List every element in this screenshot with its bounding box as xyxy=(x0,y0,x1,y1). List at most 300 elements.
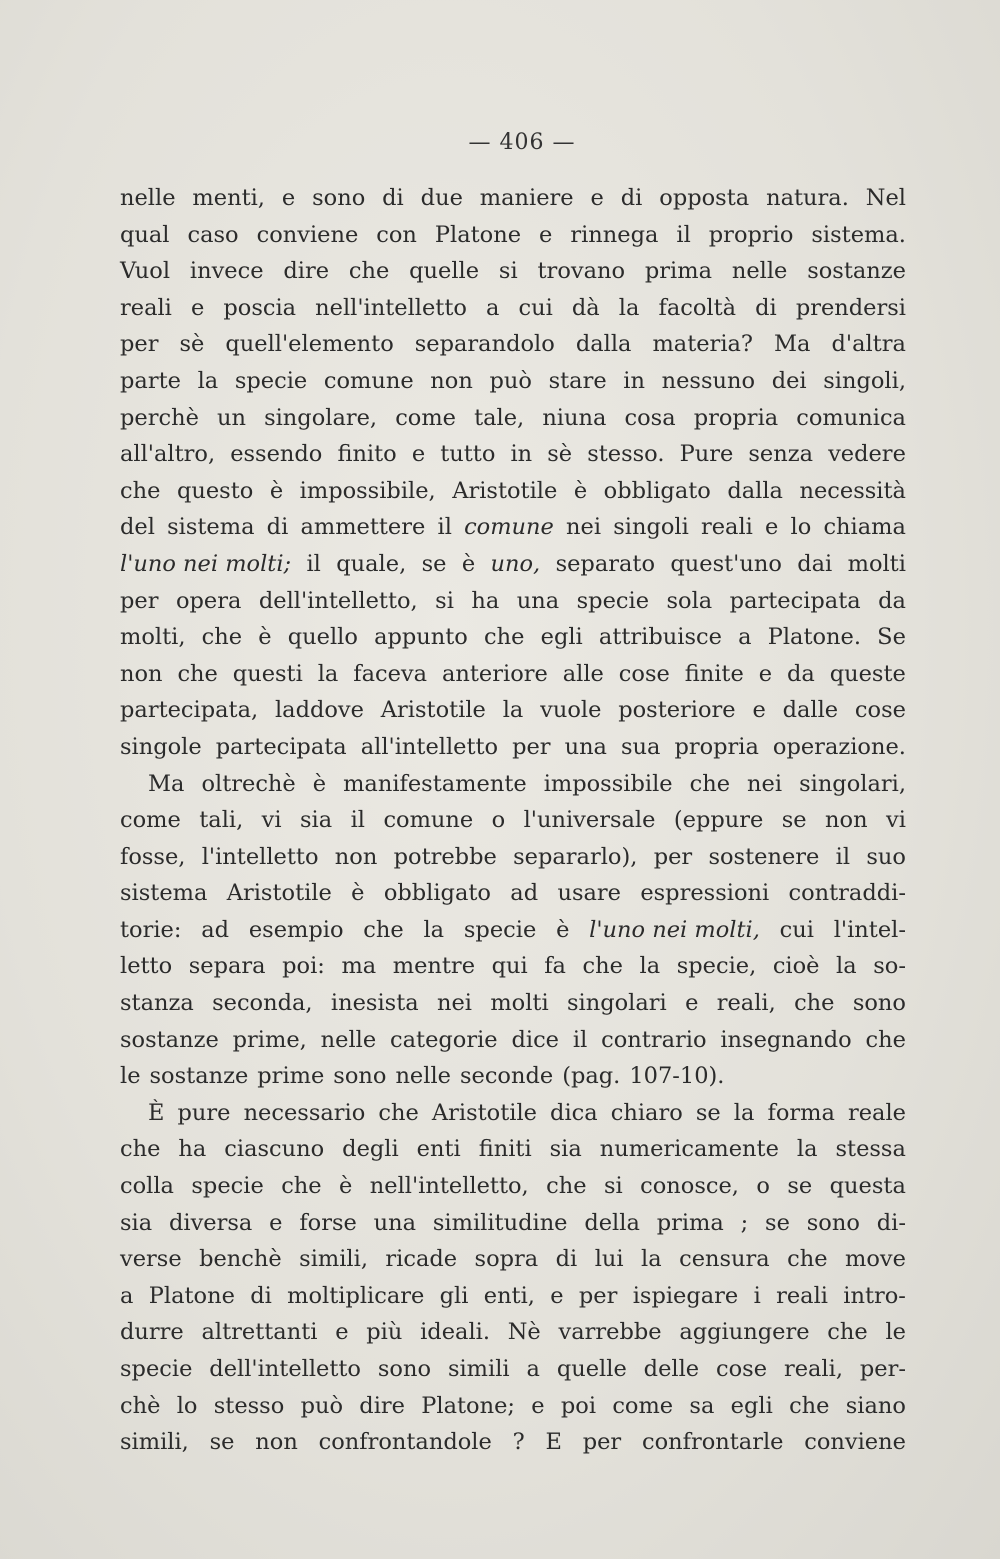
word: i xyxy=(753,1282,761,1309)
text-line xyxy=(120,985,906,1022)
word: prime xyxy=(257,1063,325,1090)
word: prima xyxy=(656,1209,724,1236)
word: ha xyxy=(471,587,500,614)
word: stesso xyxy=(213,1392,285,1419)
word: di xyxy=(382,185,404,211)
word: usare xyxy=(557,880,621,907)
word: nei xyxy=(566,514,602,541)
word: ha xyxy=(178,1136,207,1163)
word: rinnega xyxy=(570,221,659,248)
word: il xyxy=(572,1026,588,1053)
word: per xyxy=(120,587,159,614)
italic-word: l'uno nei molti; xyxy=(120,550,292,577)
word: all'intelletto xyxy=(360,733,499,760)
word: ricade xyxy=(385,1246,458,1273)
word: tutto xyxy=(440,441,496,468)
word: lui xyxy=(594,1246,624,1273)
word: impossibile xyxy=(543,770,673,797)
word: il xyxy=(350,807,366,834)
word: dalle xyxy=(782,697,839,724)
word: di xyxy=(755,294,777,321)
word: torie: xyxy=(120,916,182,943)
word: se xyxy=(209,1429,235,1456)
word: ispiegare xyxy=(632,1282,739,1309)
word: è xyxy=(258,624,272,651)
word: nell'intelletto xyxy=(315,294,467,321)
word: dire xyxy=(359,1392,405,1419)
word: stanza xyxy=(120,990,194,1017)
word: egli xyxy=(730,1392,773,1419)
word: impossibile, xyxy=(299,477,436,504)
word: reale xyxy=(847,1099,906,1126)
word: move xyxy=(845,1246,906,1273)
word: la xyxy=(317,660,339,687)
word: che xyxy=(582,953,623,980)
word: pure xyxy=(177,1099,231,1126)
word: che xyxy=(201,624,243,651)
text-line xyxy=(120,766,906,803)
word: la xyxy=(836,953,857,980)
word: fosse, xyxy=(120,843,186,870)
word: può xyxy=(489,367,532,394)
word: conviene xyxy=(804,1429,906,1456)
word: chè xyxy=(120,1392,161,1419)
word: dica xyxy=(550,1099,598,1126)
word: che xyxy=(546,1173,587,1200)
word: alle xyxy=(562,660,604,687)
word: specie, xyxy=(676,953,757,980)
word: che xyxy=(689,770,731,797)
word: in xyxy=(510,441,533,468)
word: in xyxy=(623,367,645,394)
word: singolari, xyxy=(799,770,906,797)
word: dei xyxy=(771,367,807,394)
word: Aristotile xyxy=(380,697,486,724)
word: maniere xyxy=(479,185,574,211)
word: questi xyxy=(232,660,303,687)
word: reali, xyxy=(716,990,776,1017)
word: non xyxy=(430,367,473,394)
word: sia xyxy=(120,1209,153,1236)
word: chiama xyxy=(823,514,906,541)
text-line xyxy=(120,546,906,583)
word: specie xyxy=(191,1173,264,1200)
text-line xyxy=(120,1095,906,1132)
word: la xyxy=(502,697,524,724)
word: dalla xyxy=(575,331,632,358)
word: sistema xyxy=(167,514,255,541)
word: se xyxy=(765,1209,790,1236)
word: non xyxy=(825,807,868,834)
word: sistema xyxy=(120,880,208,907)
word: che xyxy=(787,1246,828,1273)
word: per xyxy=(578,1282,618,1309)
word: tali, xyxy=(199,807,244,834)
word: di xyxy=(620,185,643,211)
word: essendo xyxy=(230,441,323,468)
word: questa xyxy=(829,1173,906,1200)
text-line xyxy=(120,1278,906,1315)
text-line xyxy=(120,436,906,473)
word: suo xyxy=(866,843,906,870)
word: la xyxy=(733,1099,755,1126)
word: stare xyxy=(548,367,607,394)
word: forma xyxy=(767,1099,835,1126)
word: come xyxy=(395,404,456,431)
word: sono xyxy=(852,990,906,1017)
word: più xyxy=(366,1319,403,1346)
word: all'altro, xyxy=(120,441,216,468)
word: ; xyxy=(740,1209,749,1236)
word: sa xyxy=(689,1392,715,1419)
word: Ma xyxy=(148,770,185,797)
text-line xyxy=(120,1241,906,1278)
word: ad xyxy=(201,916,230,943)
word: quest'uno xyxy=(670,550,782,577)
word: sostanze xyxy=(120,1026,219,1053)
word: stessa xyxy=(835,1136,906,1163)
word: censura xyxy=(679,1246,770,1273)
word: separato xyxy=(555,550,655,577)
word: nelle xyxy=(395,1063,451,1090)
word: 107-10). xyxy=(629,1063,725,1090)
word: contraddi- xyxy=(788,880,906,907)
word: una xyxy=(516,587,560,614)
word: vuole xyxy=(540,697,602,724)
word: o xyxy=(756,1173,770,1200)
word: tale, xyxy=(474,404,525,431)
word: che xyxy=(378,1099,419,1126)
word: sia xyxy=(549,1136,582,1163)
word: proprio xyxy=(708,221,794,248)
word: altrettanti xyxy=(201,1319,318,1346)
word: Platone xyxy=(148,1282,235,1309)
word: nei xyxy=(747,770,783,797)
word: molti xyxy=(490,990,549,1017)
word: per xyxy=(653,843,693,870)
word: materia? xyxy=(652,331,753,358)
word: e xyxy=(752,697,766,724)
word: cosa xyxy=(624,404,676,431)
word: è xyxy=(461,550,476,577)
word: può xyxy=(300,1392,344,1419)
word: Pure xyxy=(679,441,734,468)
word: finite xyxy=(684,660,744,687)
word: singole xyxy=(120,733,202,760)
word: vi xyxy=(886,807,906,834)
word: ? xyxy=(512,1429,525,1456)
word: e xyxy=(685,990,699,1017)
word: sistema. xyxy=(811,221,906,248)
word: conosce, xyxy=(640,1173,739,1200)
word: colla xyxy=(120,1173,174,1200)
word: sono xyxy=(333,1063,387,1090)
word: una xyxy=(564,733,607,760)
word: e xyxy=(411,441,426,468)
word: nelle xyxy=(731,258,788,285)
word: e xyxy=(269,1209,283,1236)
word: la xyxy=(639,953,661,980)
word: reali, xyxy=(783,1356,843,1382)
word: egli xyxy=(540,624,583,651)
word: anteriore xyxy=(441,660,548,687)
word: l'intelletto xyxy=(201,843,319,870)
word: la xyxy=(618,294,640,321)
word: intro- xyxy=(843,1282,906,1309)
word: queste xyxy=(829,660,906,687)
word: posteriore xyxy=(618,697,736,724)
text-line xyxy=(120,583,906,620)
word: laddove xyxy=(274,697,364,724)
word: un xyxy=(216,404,246,431)
italic-word: comune xyxy=(464,514,554,541)
word: o xyxy=(491,807,506,834)
text-line xyxy=(120,290,906,327)
word: e xyxy=(531,1392,545,1419)
text-line xyxy=(120,1388,906,1425)
word: partecipata xyxy=(215,733,347,760)
word: caso xyxy=(187,221,239,248)
word: Se xyxy=(877,624,906,651)
word: siano xyxy=(845,1392,906,1419)
word: è xyxy=(556,916,570,943)
word: della xyxy=(584,1209,640,1236)
word: sola xyxy=(666,587,713,614)
word: Platone. xyxy=(767,624,861,651)
word: come xyxy=(612,1392,674,1419)
word: faceva xyxy=(353,660,428,687)
word: manifestamente xyxy=(343,770,527,797)
word: separa xyxy=(188,953,266,980)
word: appunto xyxy=(374,624,468,651)
word: da xyxy=(786,660,815,687)
word: invece xyxy=(189,258,264,285)
word: cioè xyxy=(772,953,820,980)
word: sostanze xyxy=(149,1063,249,1090)
word: nessuno xyxy=(661,367,756,394)
word: poi xyxy=(560,1392,597,1419)
word: di xyxy=(266,514,289,541)
word: dell'intelletto xyxy=(209,1356,361,1382)
word: specie xyxy=(576,587,650,614)
text-line xyxy=(120,839,906,876)
word: ma xyxy=(341,953,377,980)
text-line xyxy=(120,619,906,656)
text-line xyxy=(120,802,906,839)
word: e xyxy=(539,221,553,248)
word: Nè xyxy=(507,1319,541,1346)
word: vi xyxy=(261,807,282,834)
word: niuna xyxy=(542,404,607,431)
word: Platone; xyxy=(421,1392,515,1419)
word: per xyxy=(120,331,159,358)
word: delle xyxy=(643,1356,700,1382)
word: verse xyxy=(120,1246,182,1273)
word: dice xyxy=(511,1026,560,1053)
word: cui xyxy=(779,916,814,943)
word: che xyxy=(177,660,218,687)
word: con xyxy=(376,221,417,248)
word: che xyxy=(348,258,390,285)
word: ciascuno xyxy=(224,1136,325,1163)
word: le xyxy=(885,1319,906,1346)
word: per xyxy=(582,1429,622,1456)
word: ammettere xyxy=(300,514,426,541)
word: finito xyxy=(337,441,397,468)
word: ideali. xyxy=(420,1319,490,1346)
word: a xyxy=(486,294,500,321)
text-line xyxy=(120,217,906,254)
word: separandolo xyxy=(414,331,555,358)
word: chiaro xyxy=(610,1099,683,1126)
word: forse xyxy=(299,1209,357,1236)
word: ad xyxy=(510,880,539,907)
text-line xyxy=(120,326,906,363)
word: a xyxy=(526,1356,540,1382)
word: reali xyxy=(776,1282,828,1309)
word: lo xyxy=(790,514,812,541)
word: qual xyxy=(120,221,170,248)
word: che xyxy=(363,916,404,943)
word: contrario xyxy=(601,1026,707,1053)
word: due xyxy=(420,185,463,211)
word: lo xyxy=(176,1392,198,1419)
word: singoli, xyxy=(823,367,906,394)
word: è xyxy=(269,477,284,504)
text-line xyxy=(120,1314,906,1351)
word: quelle xyxy=(409,258,480,285)
word: quelle xyxy=(556,1356,627,1382)
word: numericamente xyxy=(599,1136,779,1163)
word: propria xyxy=(693,404,779,431)
word: simili, xyxy=(120,1429,189,1456)
word: specie xyxy=(234,367,308,394)
word: sono xyxy=(377,1356,432,1382)
word: (pag. xyxy=(562,1063,621,1090)
word: che xyxy=(120,477,161,504)
text-line xyxy=(120,473,906,510)
word: letto xyxy=(120,953,173,980)
word: molti, xyxy=(120,624,186,651)
text-line xyxy=(120,1022,906,1059)
word: degli xyxy=(342,1136,399,1163)
word: prime, xyxy=(232,1026,307,1053)
word: menti, xyxy=(192,185,265,211)
word: singoli xyxy=(613,514,689,541)
text-line xyxy=(120,656,906,693)
page-number: — 406 — xyxy=(468,130,576,155)
word: mentre xyxy=(392,953,476,980)
word: diversa xyxy=(169,1209,253,1236)
word: se xyxy=(695,1099,721,1126)
word: non xyxy=(255,1429,298,1456)
word: facoltà xyxy=(658,294,737,321)
text-line xyxy=(120,1205,906,1242)
word: obbligato xyxy=(383,880,491,907)
word: che xyxy=(827,1319,868,1346)
word: poi: xyxy=(282,953,325,980)
word: sè xyxy=(547,441,573,468)
word: il xyxy=(306,550,321,577)
word: perchè xyxy=(120,404,199,431)
word: dalla xyxy=(727,477,783,504)
word: gli xyxy=(439,1282,469,1309)
word: trovano xyxy=(537,258,626,285)
word: nelle xyxy=(320,1026,377,1053)
word: comune xyxy=(323,367,414,394)
text-line xyxy=(120,180,906,217)
word: di- xyxy=(876,1209,906,1236)
word: singolari xyxy=(566,990,667,1017)
word: cose xyxy=(716,1356,768,1382)
word: non xyxy=(120,660,163,687)
word: (eppure xyxy=(673,807,764,834)
word: l'intel- xyxy=(833,916,906,943)
word: che xyxy=(789,1392,830,1419)
word: si xyxy=(498,258,518,285)
word: e xyxy=(190,294,205,321)
text-line xyxy=(120,1424,906,1461)
word: simili xyxy=(447,1356,510,1382)
word: dell'intelletto, xyxy=(258,587,418,614)
text-line xyxy=(120,1131,906,1168)
word: per- xyxy=(859,1356,906,1382)
word: varrebbe xyxy=(558,1319,662,1346)
word: Platone xyxy=(434,221,522,248)
text-line xyxy=(120,912,906,949)
word: se xyxy=(787,1173,813,1200)
word: una xyxy=(373,1209,417,1236)
word: e xyxy=(758,660,773,687)
text-line xyxy=(120,692,906,729)
word: Nel xyxy=(865,185,906,211)
word: separarlo), xyxy=(513,843,638,870)
word: comunica xyxy=(796,404,906,431)
word: è xyxy=(573,477,588,504)
word: benchè xyxy=(199,1246,282,1273)
word: dà xyxy=(571,294,600,321)
word: similitudine xyxy=(432,1209,568,1236)
word: vedere xyxy=(828,441,906,468)
word: aggiungere xyxy=(679,1319,810,1346)
word: cose xyxy=(618,660,670,687)
word: stesso. xyxy=(587,441,665,468)
word: poscia xyxy=(223,294,297,321)
word: esempio xyxy=(248,916,344,943)
word: obbligato xyxy=(603,477,711,504)
word: quell'elemento xyxy=(225,331,394,358)
word: a xyxy=(120,1282,134,1309)
word: come xyxy=(120,807,181,834)
word: reali xyxy=(700,514,753,541)
text-line xyxy=(120,363,906,400)
word: se xyxy=(781,807,807,834)
word: di xyxy=(555,1246,578,1273)
word: necessità xyxy=(799,477,906,504)
word: nell'intelletto, xyxy=(369,1173,529,1200)
word: che xyxy=(484,624,525,651)
italic-word: uno, xyxy=(490,550,541,577)
word: si xyxy=(435,587,454,614)
word: E xyxy=(545,1429,562,1456)
word: conviene xyxy=(256,221,359,248)
word: inesista xyxy=(330,990,419,1017)
word: non xyxy=(334,843,378,870)
word: la xyxy=(641,1246,662,1273)
word: prima xyxy=(644,258,712,285)
word: enti, xyxy=(483,1282,535,1309)
word: è xyxy=(351,880,365,907)
